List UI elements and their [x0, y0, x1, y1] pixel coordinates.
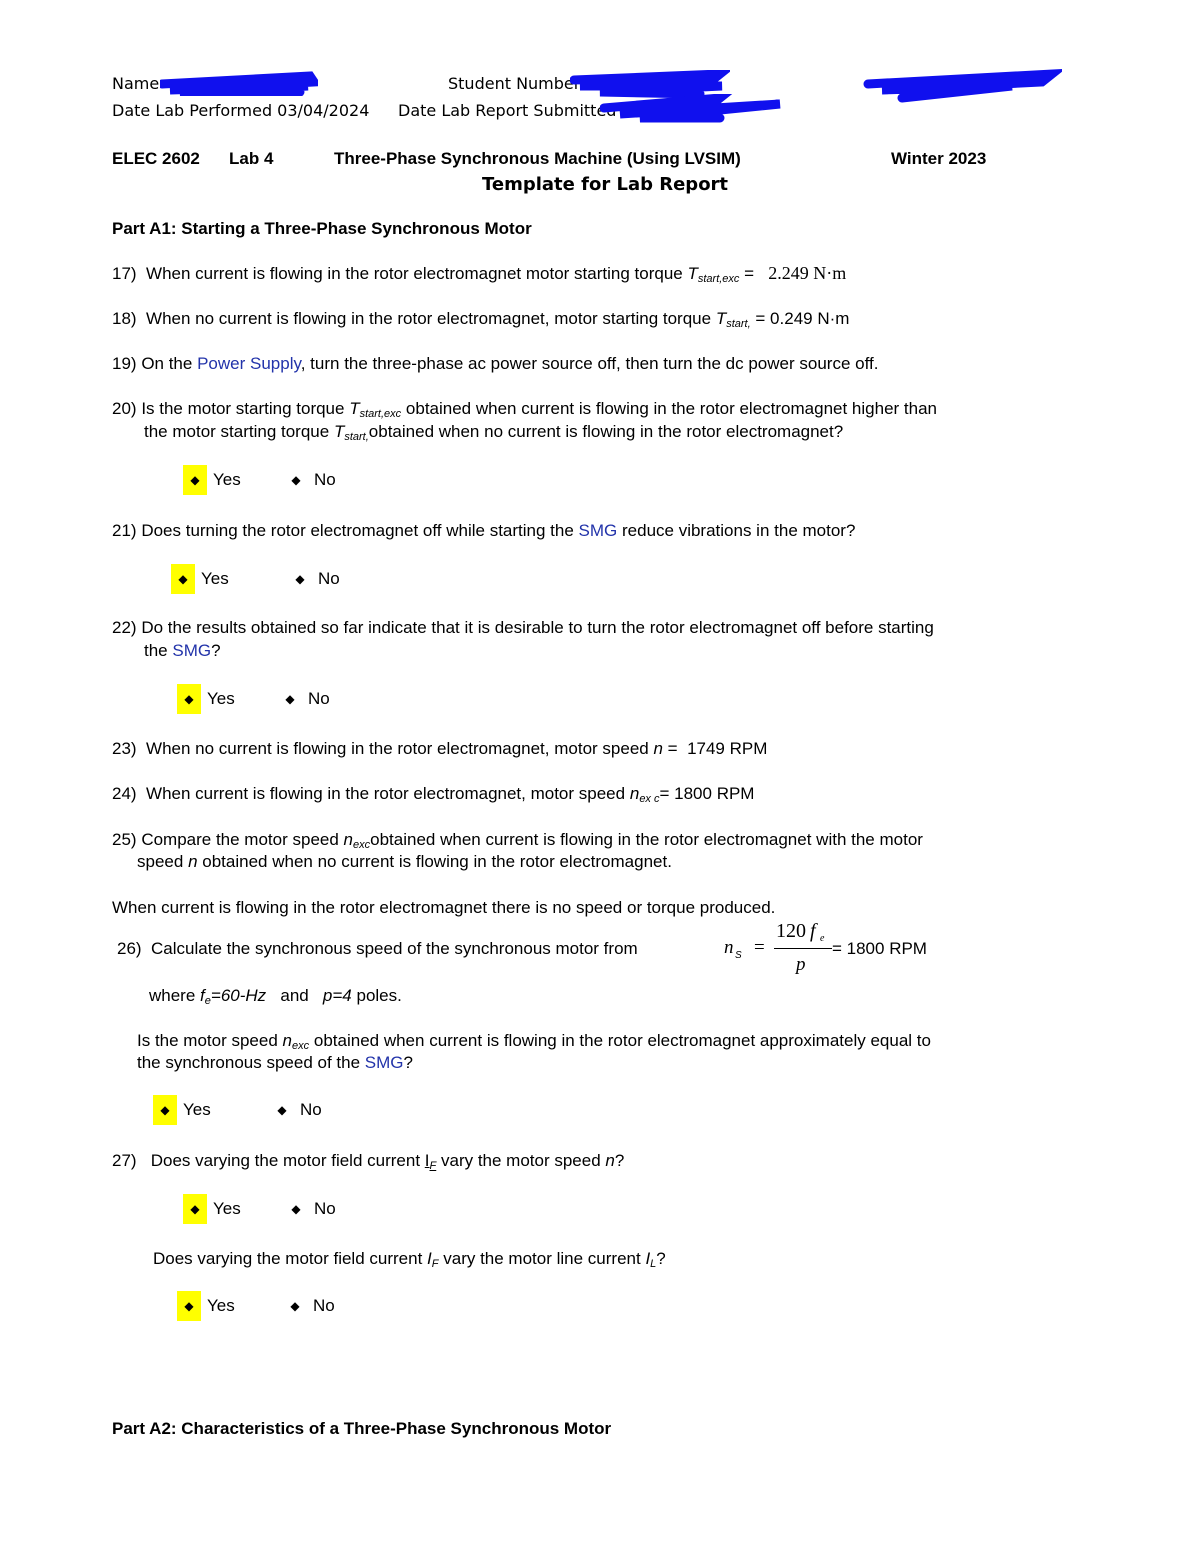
diamond-bullet-icon: ◆ — [183, 1194, 207, 1224]
question-18: 18) When no current is flowing in the rotor electromagnet, motor starting torque $T_{start,} = 0.249$ N·m — [112, 309, 850, 330]
page-subtitle: Template for Lab Report — [482, 174, 729, 195]
question-25-line-1: 25) Compare the motor speed $n_{exc}obtained$ when current is flowing in the rotor electromagnet with the motor — [112, 830, 923, 851]
question-26: 26) Calculate the synchronous speed of the synchronous motor from — [117, 939, 638, 958]
question-19: 19) On the Power Supply, turn the three-phase ac power source off, then turn the dc power source off. — [112, 354, 879, 373]
answer-23: 1749 RPM — [687, 739, 768, 758]
option-21-yes[interactable]: ◆ Yes — [171, 564, 229, 594]
diamond-bullet-icon: ◆ — [177, 1291, 201, 1321]
section-heading-a1: Part A1: Starting a Three-Phase Synchronous Motor — [112, 219, 532, 238]
question-22-line-2: the SMG? — [144, 641, 221, 660]
answer-25: When current is flowing in the rotor electromagnet there is no speed or torque produced. — [112, 898, 776, 917]
term: Winter 2023 — [891, 149, 987, 168]
question-17: 17) When current is flowing in the rotor electromagnet motor starting torque $T_{start,exc}$ = 2.249 N·m — [112, 263, 847, 285]
page-title: Three-Phase Synchronous Machine (Using LVSIM) — [334, 149, 741, 168]
question-26b-line-1: Is the motor speed $n_{exc}$ obtained when current is flowing in the rotor electromagnet approximately equal to — [137, 1031, 931, 1052]
diamond-bullet-icon: ◆ — [290, 1299, 300, 1313]
option-20-yes[interactable]: ◆ Yes — [183, 465, 241, 495]
question-27: 27) Does varying the motor field current $I_F$ vary the motor speed n? — [112, 1151, 625, 1172]
question-22-line-1: 22) Do the results obtained so far indicate that it is desirable to turn the rotor electromagnet off before starting — [112, 618, 934, 637]
name-label: Name — [112, 74, 160, 93]
option-21-no[interactable]: ◆ No — [288, 564, 340, 594]
question-27b: Does varying the motor field current $I_F$ vary the motor line current $I_L$? — [153, 1249, 666, 1270]
course-code: ELEC 2602 — [112, 149, 200, 168]
smg-link: SMG — [364, 1053, 404, 1072]
answer-24: = 1800 RPM — [659, 784, 755, 803]
option-22-yes[interactable]: ◆ Yes — [177, 684, 235, 714]
diamond-bullet-icon: ◆ — [291, 473, 301, 487]
option-26-yes[interactable]: ◆ Yes — [153, 1095, 211, 1125]
option-22-no[interactable]: ◆ No — [278, 684, 330, 714]
redaction-mark-name — [160, 70, 318, 96]
answer-26-speed: = 1800 RPM — [832, 939, 927, 958]
section-heading-a2: Part A2: Characteristics of a Three-Phase Synchronous Motor — [112, 1419, 612, 1438]
option-27-no[interactable]: ◆ No — [284, 1194, 336, 1224]
diamond-bullet-icon: ◆ — [177, 684, 201, 714]
answer-17: 2.249 N·m — [768, 263, 847, 283]
option-20-no[interactable]: ◆ No — [284, 465, 336, 495]
question-26b-line-2: the synchronous speed of the SMG? — [137, 1053, 413, 1072]
date-report-submitted-label: Date Lab Report Submitted — [398, 101, 617, 120]
redaction-mark-signature — [862, 68, 1062, 104]
smg-link: SMG — [172, 641, 212, 660]
diamond-bullet-icon: ◆ — [295, 572, 305, 586]
diamond-bullet-icon: ◆ — [153, 1095, 177, 1125]
lab-number: Lab 4 — [229, 149, 274, 168]
diamond-bullet-icon: ◆ — [285, 692, 295, 706]
diamond-bullet-icon: ◆ — [291, 1202, 301, 1216]
question-23: 23) When no current is flowing in the rotor electromagnet, motor speed n = 1749 RPM — [112, 739, 768, 758]
power-supply-link: Power Supply — [197, 354, 301, 373]
option-27-yes[interactable]: ◆ Yes — [183, 1194, 241, 1224]
question-20-line-1: 20) Is the motor starting torque $T_{start,exc}$ obtained when current is flowing in the rotor electromagnet higher than — [112, 399, 937, 420]
question-25-line-2: speed n obtained when no current is flowing in the rotor electromagnet. — [137, 852, 672, 871]
option-26-no[interactable]: ◆ No — [270, 1095, 322, 1125]
date-lab-performed: Date Lab Performed 03/04/2024 — [112, 101, 370, 120]
question-21: 21) Does turning the rotor electromagnet off while starting the SMG reduce vibrations in the motor? — [112, 521, 856, 540]
question-20-line-2: the motor starting torque $T_{start,}obtained$ when no current is flowing in the rotor electromagnet? — [144, 422, 844, 443]
smg-link: SMG — [578, 521, 618, 540]
diamond-bullet-icon: ◆ — [171, 564, 195, 594]
formula-where-clause: where $f_e=60-Hz$ and p=4 poles. — [149, 986, 402, 1007]
answer-18: = 0.249 N·m — [755, 309, 850, 328]
synchronous-speed-formula: n S = 120 f e p — [724, 920, 840, 980]
diamond-bullet-icon: ◆ — [277, 1103, 287, 1117]
redaction-mark-date-submitted — [600, 94, 790, 124]
question-24: 24) When current is flowing in the rotor electromagnet, motor speed $n_{ex c}= 1800$ RPM — [112, 784, 755, 805]
diamond-bullet-icon: ◆ — [183, 465, 207, 495]
option-27b-yes[interactable]: ◆ Yes — [177, 1291, 235, 1321]
option-27b-no[interactable]: ◆ No — [283, 1291, 335, 1321]
student-number-label: Student Number — [448, 74, 581, 93]
